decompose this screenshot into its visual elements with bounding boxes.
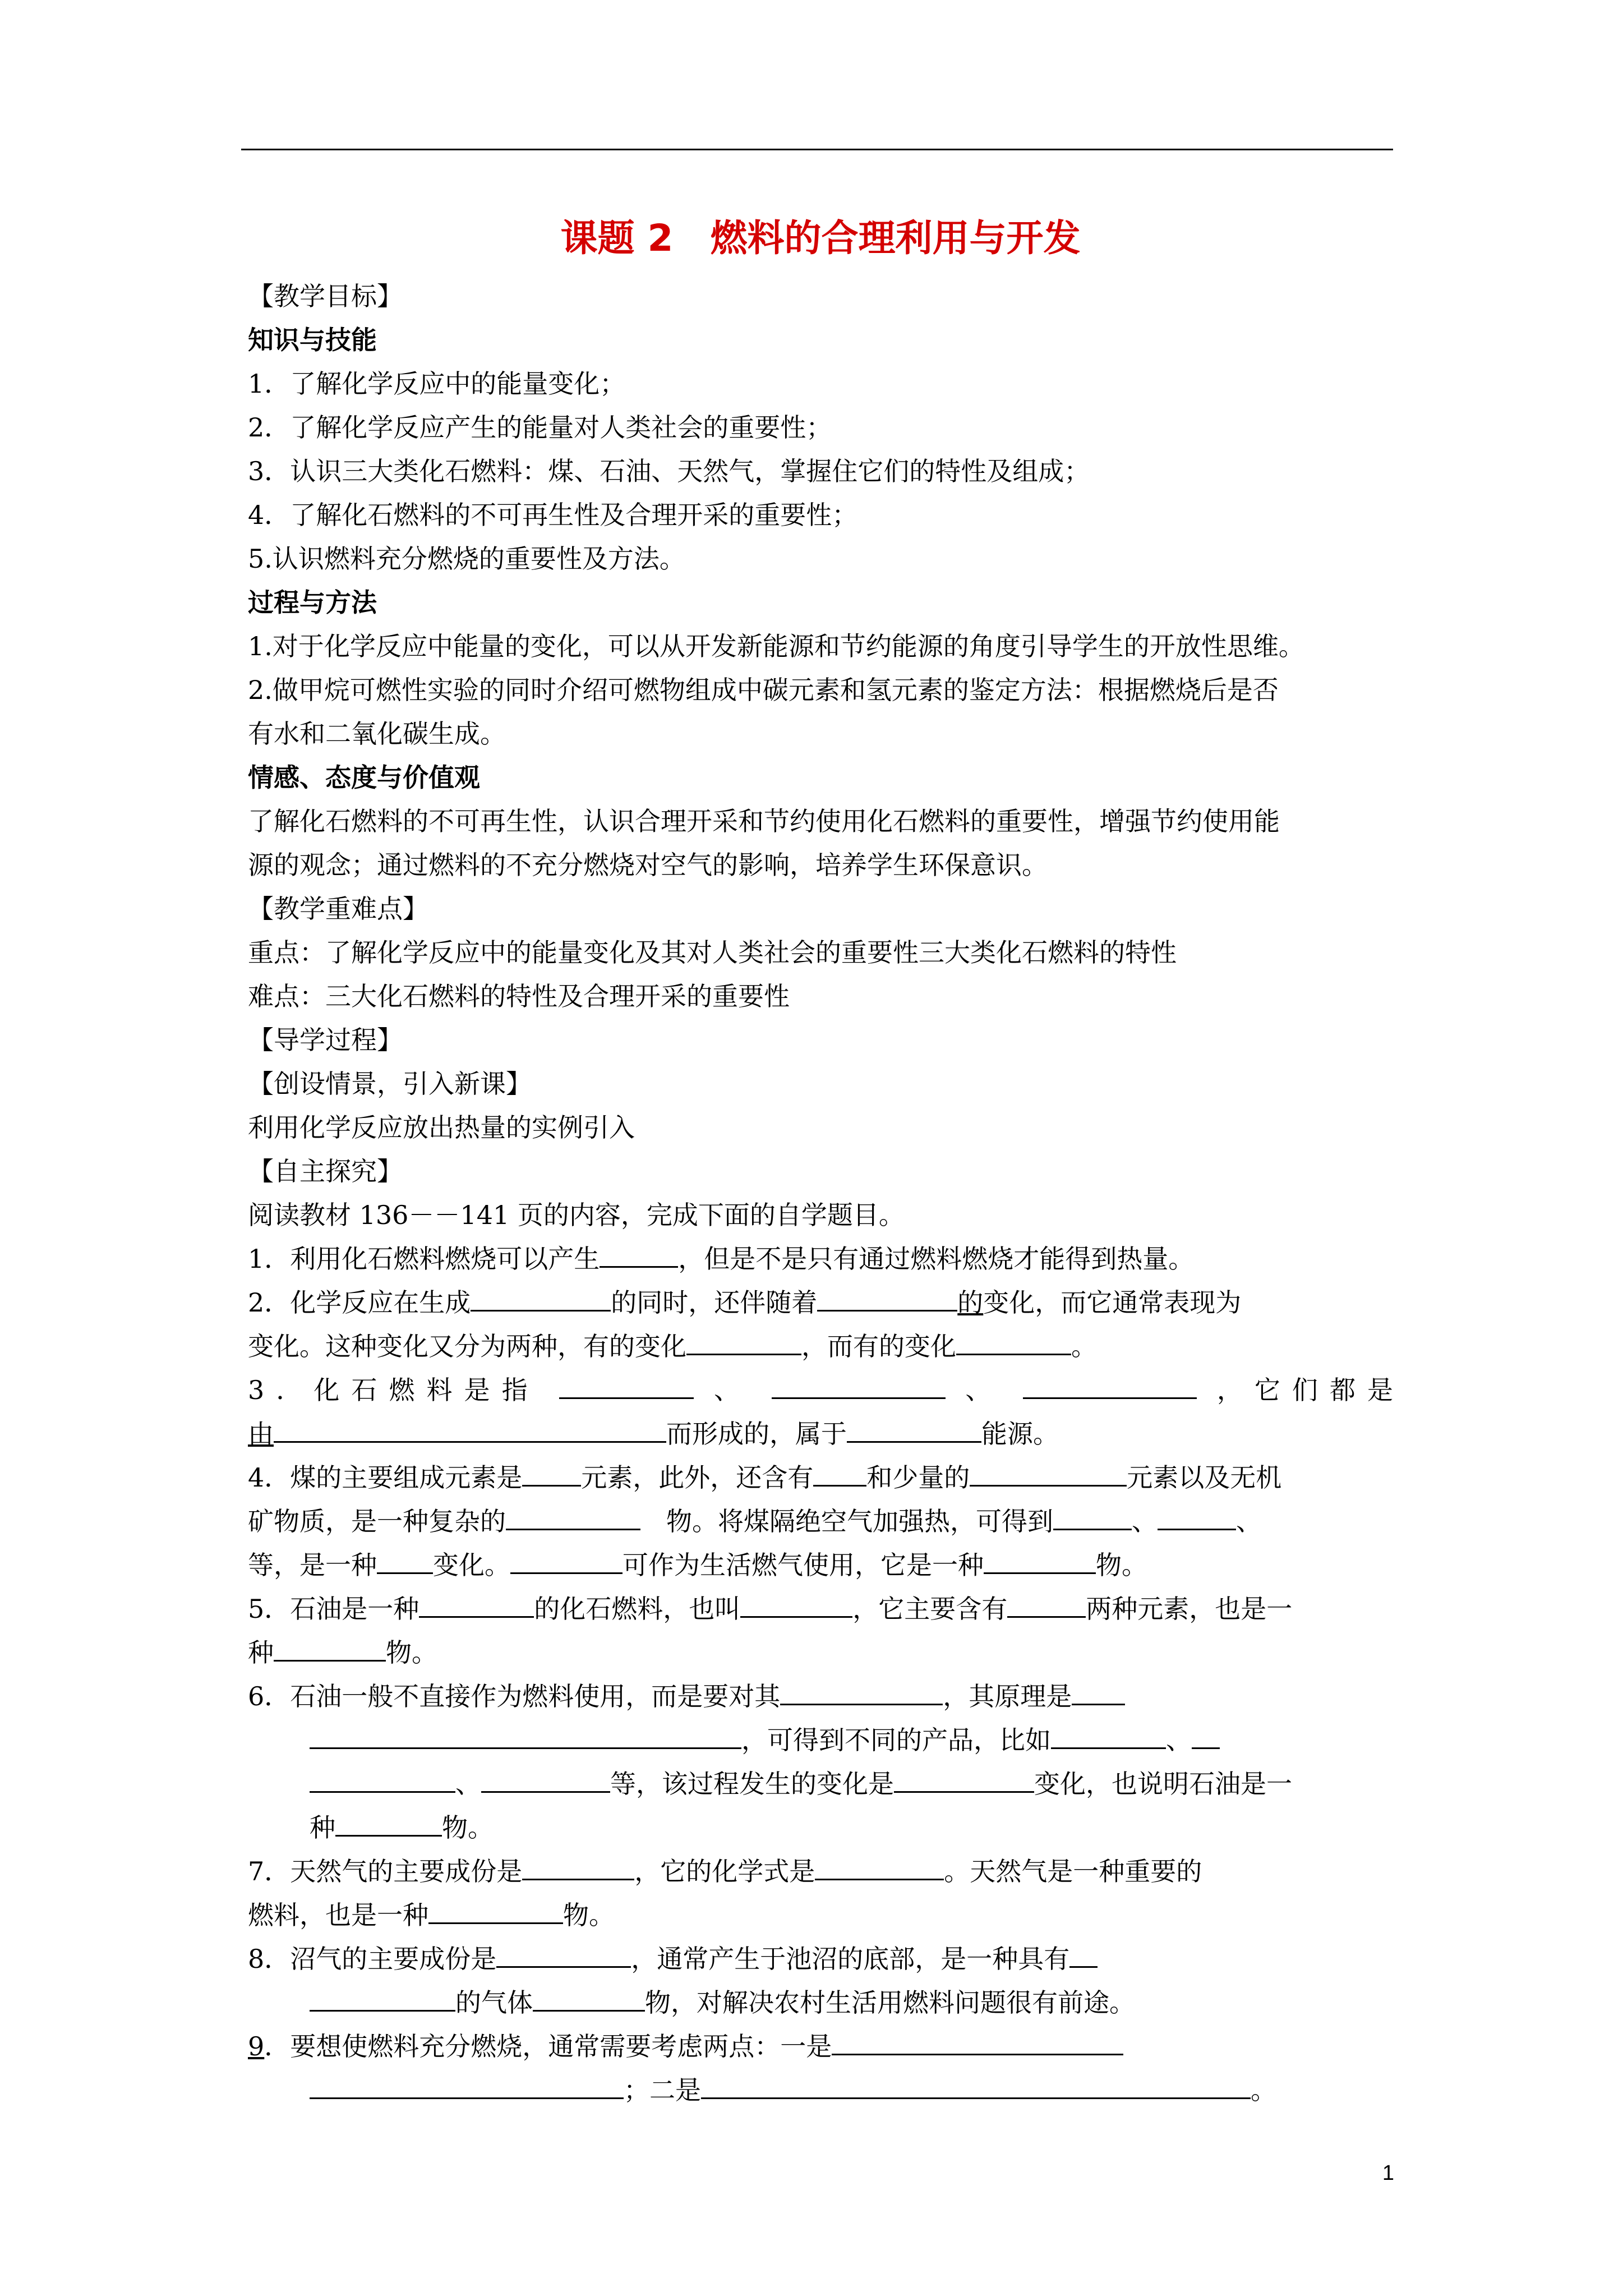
answer-blank[interactable]: [686, 1324, 801, 1355]
key-point-important: 重点：了解化学反应中的能量变化及其对人类社会的重要性三大类化石燃料的特性: [248, 937, 1177, 968]
process-method-item: 2.做甲烷可燃性实验的同时介绍可燃物组成中碳元素和氢元素的鉴定方法：根据燃烧后是否: [248, 675, 1279, 705]
question-6-cont: 种 物。: [248, 1806, 1393, 1849]
knowledge-heading: 知识与技能: [248, 325, 377, 355]
question-6: 6．石油一般不直接作为燃料使用，而是要对其 ，其原理是: [248, 1674, 1393, 1718]
objectives-heading: 【教学目标】: [248, 281, 403, 311]
answer-blank[interactable]: [832, 2024, 1123, 2055]
answer-blank[interactable]: [522, 1849, 634, 1880]
answer-blank[interactable]: [894, 1762, 1034, 1793]
answer-blank[interactable]: [1053, 1499, 1132, 1530]
answer-blank[interactable]: [1192, 1718, 1220, 1749]
answer-blank[interactable]: [496, 1937, 631, 1968]
answer-blank[interactable]: [310, 1718, 741, 1749]
explore-intro: 阅读教材 136－－141 页的内容，完成下面的自学题目。: [248, 1200, 905, 1230]
question-5: 5．石油是一种 的化石燃料，也叫 ，它主要含有 两种元素，也是一: [248, 1587, 1393, 1631]
answer-blank[interactable]: [780, 1674, 943, 1705]
knowledge-item: 2．了解化学反应产生的能量对人类社会的重要性；: [248, 412, 832, 443]
explore-heading: 【自主探究】: [248, 1156, 403, 1186]
knowledge-item: 1．了解化学反应中的能量变化；: [248, 369, 626, 399]
answer-blank[interactable]: [970, 1456, 1127, 1487]
answer-blank[interactable]: [310, 2068, 624, 2099]
guide-process-heading: 【导学过程】: [248, 1025, 403, 1055]
header-rule: [241, 149, 1393, 150]
answer-blank[interactable]: [377, 1543, 433, 1574]
answer-blank[interactable]: [1023, 1368, 1197, 1399]
key-points-heading: 【教学重难点】: [248, 894, 428, 924]
knowledge-item: 4．了解化石燃料的不可再生性及合理开采的重要性；: [248, 500, 858, 530]
answer-blank[interactable]: [274, 1631, 386, 1662]
question-8-cont: 的气体 物，对解决农村生活用燃料问题很有前途。: [248, 1981, 1393, 2024]
question-2-cont: 变化。这种变化又分为两种，有的变化 ，而有的变化 。: [248, 1324, 1393, 1368]
answer-blank[interactable]: [335, 1806, 442, 1837]
answer-blank[interactable]: [984, 1543, 1096, 1574]
question-4-cont: 矿物质，是一种复杂的 物。将煤隔绝空气加强热，可得到 、 、: [248, 1499, 1393, 1543]
answer-blank[interactable]: [428, 1893, 563, 1924]
emotion-text: 源的观念；通过燃料的不充分燃烧对空气的影响，培养学生环保意识。: [248, 850, 1048, 880]
answer-blank[interactable]: [813, 1456, 866, 1487]
question-7: 7．天然气的主要成份是 ，它的化学式是 。天然气是一种重要的: [248, 1849, 1393, 1893]
question-1: 1．利用化石燃料燃烧可以产生 ，但是不是只有通过燃料燃烧才能得到热量。: [248, 1237, 1393, 1281]
question-5-cont: 种 物。: [248, 1631, 1393, 1674]
answer-blank[interactable]: [522, 1456, 581, 1487]
question-6-cont: 、 等，该过程发生的变化是 变化，也说明石油是一: [248, 1762, 1393, 1806]
answer-blank[interactable]: [772, 1368, 946, 1399]
question-3: 3．化石燃料是指 、 、 ，它们都是: [248, 1368, 1393, 1412]
process-method-item: 有水和二氧化碳生成。: [248, 719, 506, 749]
answer-blank[interactable]: [1007, 1587, 1086, 1618]
answer-blank[interactable]: [510, 1543, 623, 1574]
answer-blank[interactable]: [310, 1981, 455, 2012]
answer-blank[interactable]: [1072, 1674, 1125, 1705]
emotion-heading: 情感、态度与价值观: [248, 762, 480, 793]
answer-blank[interactable]: [740, 1587, 852, 1618]
answer-blank[interactable]: [600, 1237, 678, 1268]
answer-blank[interactable]: [847, 1412, 981, 1443]
question-8: 8．沼气的主要成份是 ，通常产生于池沼的底部，是一种具有: [248, 1937, 1393, 1981]
page-number: 1: [1382, 2161, 1394, 2185]
answer-blank[interactable]: [310, 1762, 455, 1793]
answer-blank[interactable]: [471, 1281, 611, 1312]
emotion-text: 了解化石燃料的不可再生性，认识合理开采和节约使用化石燃料的重要性，增强节约使用能: [248, 806, 1280, 836]
question-9: 9．要想使燃料充分燃烧，通常需要考虑两点：一是: [248, 2024, 1393, 2068]
answer-blank[interactable]: [1051, 1718, 1166, 1749]
answer-blank[interactable]: [956, 1324, 1071, 1355]
page-title: 课题 2 燃料的合理利用与开发: [560, 217, 1081, 260]
question-3-cont: 由 而形成的，属于 能源。: [248, 1412, 1393, 1456]
answer-blank[interactable]: [817, 1281, 957, 1312]
answer-blank[interactable]: [419, 1587, 534, 1618]
intro-heading: 【创设情景，引入新课】: [248, 1069, 532, 1099]
question-6-cont: ，可得到不同的产品，比如 、: [248, 1718, 1393, 1762]
answer-blank[interactable]: [533, 1981, 645, 2012]
process-method-item: 1.对于化学反应中能量的变化，可以从开发新能源和节约能源的角度引导学生的开放性思维。: [248, 631, 1304, 661]
question-2: 2．化学反应在生成 的同时，还伴随着 的变化，而它通常表现为: [248, 1281, 1393, 1324]
answer-blank[interactable]: [1069, 1937, 1098, 1968]
document-body: [248, 210, 1393, 2112]
key-point-difficult: 难点：三大化石燃料的特性及合理开采的重要性: [248, 981, 790, 1011]
answer-blank[interactable]: [701, 2068, 1251, 2099]
answer-blank[interactable]: [274, 1412, 666, 1443]
knowledge-item: 3．认识三大类化石燃料：煤、石油、天然气，掌握住它们的特性及组成；: [248, 456, 1090, 486]
answer-blank[interactable]: [815, 1849, 944, 1880]
intro-text: 利用化学反应放出热量的实例引入: [248, 1112, 635, 1143]
question-4-cont: 等，是一种 变化。 可作为生活燃气使用，它是一种 物。: [248, 1543, 1393, 1587]
answer-blank[interactable]: [1158, 1499, 1236, 1530]
knowledge-item: 5.认识燃料充分燃烧的重要性及方法。: [248, 544, 685, 574]
answer-blank[interactable]: [559, 1368, 694, 1399]
question-4: 4．煤的主要组成元素是 元素，此外，还含有 和少量的 元素以及无机: [248, 1456, 1393, 1499]
question-7-cont: 燃料，也是一种 物。: [248, 1893, 1393, 1937]
process-method-heading: 过程与方法: [248, 587, 377, 618]
answer-blank[interactable]: [481, 1762, 610, 1793]
answer-blank[interactable]: [506, 1499, 640, 1530]
question-9-cont: ；二是 。: [248, 2068, 1393, 2112]
